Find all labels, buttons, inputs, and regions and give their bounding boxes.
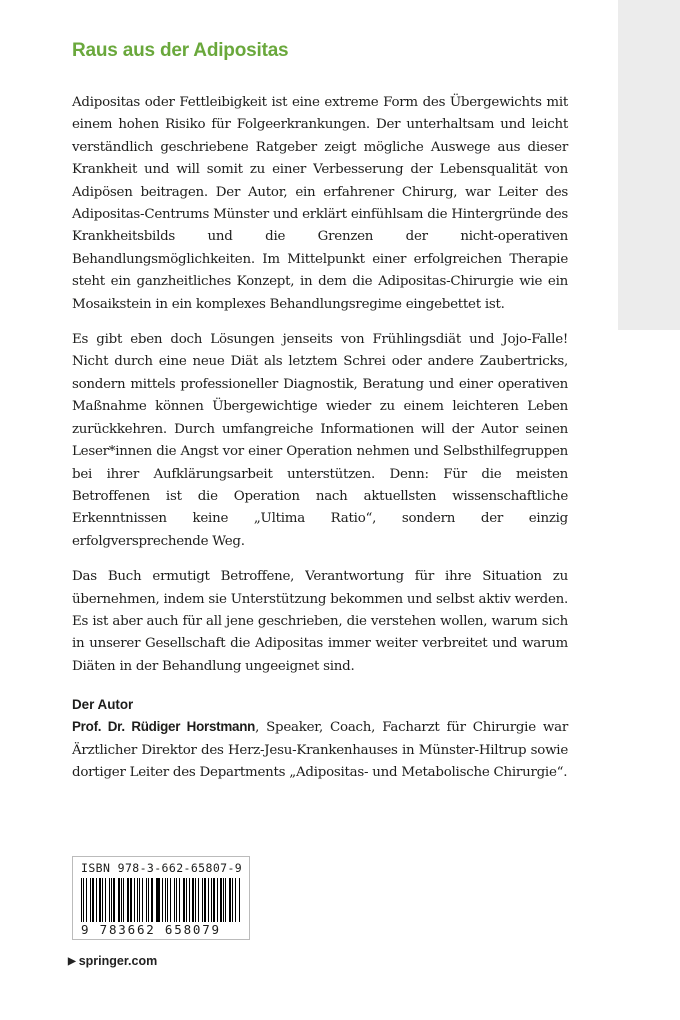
- barcode-bar: [235, 878, 236, 922]
- barcode-bar: [96, 878, 97, 922]
- barcode-bar: [232, 878, 233, 922]
- barcode-bar: [198, 878, 199, 922]
- barcode-bar: [148, 878, 149, 922]
- barcode-bar: [118, 878, 119, 922]
- barcode-bar: [213, 878, 214, 922]
- paragraph-encouragement: Das Buch ermutigt Betroffene, Verantwortung für ihre Situation zu übernehmen, indem sie Unterstützung bekommen und selbst aktiv werden. Es ist aber auch für all jene geschrieben, die verstehen wollen, warum sich in unserer Gesellschaft die Adipositas immer weiter verbreitet und warum Diäten in der Behandlung ungeeignet sind.: [72, 569, 568, 674]
- barcode-bar: [130, 878, 132, 922]
- author-bio-text: , Speaker, Coach, Facharzt für Chirurgie war Ärztlicher Direktor des Herz-Jesu-Krankenhauses in Münster-Hiltrup sowie dortiger Leiter des Departments „Adipositas- und Metabolische Chirurgie“.: [72, 720, 569, 780]
- barcode-bar: [127, 878, 128, 922]
- barcode-bar: [208, 878, 209, 922]
- barcode-bar: [142, 878, 143, 922]
- barcode-bar: [217, 878, 218, 922]
- barcode-bar: [179, 878, 180, 922]
- barcode-bar: [99, 878, 100, 922]
- side-decoration-bar: [618, 0, 680, 330]
- barcode-bar: [225, 878, 226, 922]
- barcode-bar: [220, 878, 221, 922]
- barcode-bar: [195, 878, 196, 922]
- barcode-bar: [211, 878, 212, 922]
- barcode-bar: [123, 878, 124, 922]
- author-heading: Der Autor: [72, 697, 134, 713]
- barcode-bar: [109, 878, 110, 922]
- isbn-barcode: [72, 856, 250, 940]
- barcode-bar: [157, 878, 159, 922]
- barcode-bar: [156, 878, 157, 922]
- paragraph-solutions: Es gibt eben doch Lösungen jenseits von Frühlingsdiät und Jojo-Falle! Nicht durch eine neue Diät als letztem Schrei oder andere Zaubertricks, sondern mittels professioneller Diagnostik, Beratung und einer operativen Maßnahme können Übergewichtige wieder zu einem leichteren Leben zurückkehren. Durch umfangreiche Informationen will der Autor seinen Leser*innen die Angst vor einer Operation nehmen und Selbsthilfegruppen bei ihrer Aufklärungsarbeit unterstützen. Denn: Für die meisten Betroffenen ist die Operation nach aktuellsten wissenschaftliche Erkenntnissen keine „Ultima Ratio“, sondern der einzig erfolgversprechende Weg.: [72, 332, 568, 549]
- barcode-bar: [113, 878, 115, 922]
- barcode-bar: [170, 878, 171, 922]
- barcode-bar: [186, 878, 187, 922]
- barcode-bar: [165, 878, 166, 922]
- barcode-bar: [81, 878, 82, 922]
- publisher-link[interactable]: [68, 954, 157, 968]
- barcode-bar: [162, 878, 163, 922]
- barcode-bar: [146, 878, 147, 922]
- barcode-bar: [202, 878, 203, 922]
- barcode-bar: [139, 878, 140, 922]
- barcode-bar: [204, 878, 206, 922]
- barcode-bar: [167, 878, 168, 922]
- barcode-bar: [189, 878, 190, 922]
- paragraph-intro: Adipositas oder Fettleibigkeit ist eine extreme Form des Übergewichts mit einem hohen Risiko für Folgeerkrankungen. Der unterhaltsam und leicht verständlich geschriebene Ratgeber zeigt mögliche Auswege aus dieser Krankheit und will somit zu einer Verbesserung der Lebensqualität von Adipösen beitragen. Der Autor, ein erfahrener Chirurg, war Leiter des Adipositas-Centrums Münster und erklärt einfühlsam die Hintergründe des Krankheitsbilds und die Grenzen der nicht-operativen Behandlungsmöglichkeiten. Im Mittelpunkt einer erfolgreichen Therapie steht ein ganzheitliches Konzept, in dem die Adipositas-Chirurgie wie ein Mosaikstein in ein komplexes Behandlungsregime eingebettet ist.: [72, 95, 568, 312]
- barcode-bar: [83, 878, 84, 922]
- barcode-bar: [134, 878, 135, 922]
- author-name: Prof. Dr. Rüdiger Horstmann: [72, 719, 256, 735]
- barcode-bar: [121, 878, 122, 922]
- barcode-bar: [90, 878, 91, 922]
- barcode-bar: [86, 878, 87, 922]
- barcode-digits: 9 783662 658079: [81, 922, 221, 937]
- barcode-bar: [151, 878, 152, 922]
- barcode-bar: [176, 878, 177, 922]
- barcode-bar: [92, 878, 94, 922]
- barcode-bar: [111, 878, 112, 922]
- barcode-bar: [105, 878, 106, 922]
- publisher-url: springer.com: [78, 954, 158, 968]
- back-cover-text: [72, 40, 568, 797]
- barcode-bars: [81, 878, 241, 922]
- barcode-bar: [174, 878, 175, 922]
- arrow-right-icon: ▶: [68, 955, 76, 967]
- book-title: Raus aus der Adipositas: [72, 40, 289, 61]
- barcode-bar: [192, 878, 193, 922]
- isbn-label: ISBN 978-3-662-65807-9: [81, 861, 243, 875]
- barcode-bar: [183, 878, 185, 922]
- barcode-bar: [239, 878, 240, 922]
- barcode-bar: [223, 878, 224, 922]
- barcode-bar: [102, 878, 103, 922]
- author-bio: [72, 716, 568, 784]
- barcode-bar: [137, 878, 138, 922]
- barcode-bar: [229, 878, 231, 922]
